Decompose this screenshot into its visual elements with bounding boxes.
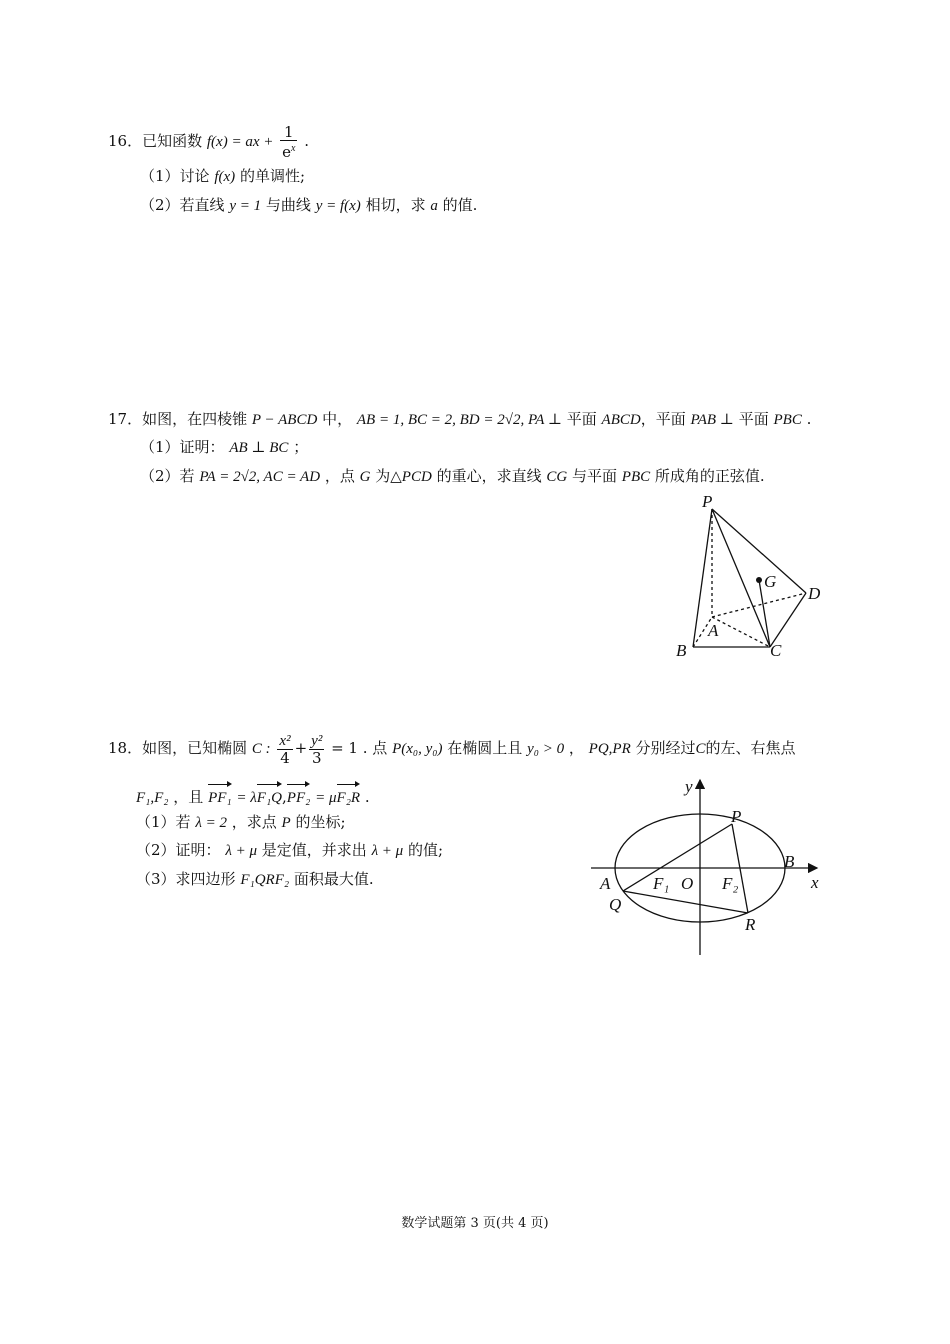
q16-part2-mid: 与曲线	[265, 196, 311, 214]
q18-c-name: C	[695, 741, 706, 757]
q18-part1-expr: λ = 2	[195, 815, 227, 831]
q17-part2-pcd: PCD	[401, 469, 432, 485]
q16-part2-tail: 的值.	[442, 196, 478, 214]
label-a: A	[708, 621, 719, 640]
edge-pc	[712, 509, 770, 647]
q18-x2: x²	[279, 732, 291, 749]
q18-part2-mid: 是定值，并求出	[261, 841, 367, 859]
q18-part3-prefix: （3）求四边形	[136, 870, 236, 888]
edge-ac-hidden	[712, 617, 770, 647]
q18-chords: PQ,PR	[588, 741, 631, 757]
q18-number: 18．	[108, 739, 143, 757]
q17-end: .	[806, 410, 812, 428]
q16-part1-prefix: （1）讨论	[140, 167, 210, 185]
q18-three: 3	[311, 748, 322, 767]
q18-stem-mid4: 分别经过	[635, 739, 696, 757]
q18-foci: F₁,F₂	[136, 790, 169, 806]
q16-number: 16．	[108, 132, 143, 150]
q18-part2-expr: λ + μ	[225, 843, 257, 859]
q18-eq1: = 1	[331, 739, 358, 757]
q18-part3-tail: 面积最大值.	[293, 870, 374, 888]
q17-pyramid-figure	[660, 490, 840, 665]
label-f2: F₂	[722, 874, 739, 893]
label-g: G	[764, 572, 777, 591]
q18-line2	[136, 782, 370, 808]
segment-qr	[623, 891, 748, 913]
q16-part1-func: f(x)	[214, 169, 236, 185]
q17-number: 17．	[108, 410, 143, 428]
q18-part2-expr2: λ + μ	[371, 843, 404, 859]
label-f1: F₁	[653, 874, 670, 893]
q18-frac-y	[309, 733, 324, 766]
q18-part1-prefix: （1）若	[136, 813, 191, 831]
q18-part2-tail: 的值;	[408, 841, 444, 859]
q17-part1-prefix: （1）证明：	[140, 438, 225, 456]
q17-pyramid: P − ABCD	[251, 412, 318, 428]
q17-part1-expr: AB ⊥ BC	[229, 440, 289, 456]
q17-conditions: AB = 1, BC = 2, BD = 2√2, PA ⊥	[356, 412, 562, 428]
q16-func-lhs: f(x) = ax +	[206, 134, 274, 150]
label-d: D	[808, 584, 821, 603]
q16-part1	[140, 166, 305, 187]
page-footer: 数学试题第 3 页(共 4 页)	[401, 1216, 549, 1231]
edge-cd	[770, 593, 806, 647]
q16-part2-prefix: （2）若直线	[140, 196, 225, 214]
q18-ellipse-name: C :	[251, 741, 271, 757]
q18-part3	[136, 869, 374, 890]
label-o: O	[681, 874, 694, 893]
point-g	[756, 577, 762, 583]
q17-part2-mid2: 为△	[375, 467, 402, 485]
q17-part2-mid3: 的重心，求直线	[436, 467, 542, 485]
q18-part1-mid: ，求点	[231, 813, 277, 831]
q18-plus: +	[294, 739, 308, 757]
q16-fraction	[280, 124, 297, 160]
q18-part2	[136, 840, 443, 861]
q16-frac-num: 1	[280, 124, 297, 141]
q18-stem-mid: . 点	[362, 739, 388, 757]
q17-part2-expr: PA = 2√2, AC = AD	[199, 469, 321, 485]
label-a: A	[600, 874, 611, 893]
q18-part3-expr: F₁QRF₂	[240, 872, 290, 888]
q17-pab: PAB ⊥	[690, 412, 734, 428]
q18-ellipse-figure	[585, 770, 850, 960]
label-x: x	[811, 873, 819, 892]
label-y: y	[685, 777, 693, 796]
q18-vec-pf2: PF₂	[287, 782, 311, 808]
q17-part2-prefix: （2）若	[140, 467, 195, 485]
q16-part2	[140, 195, 477, 216]
q16-frac-den-exp: x	[291, 143, 296, 154]
q17-plane-word: 平面	[566, 410, 597, 428]
q17-part1	[140, 437, 308, 458]
q17-stem	[108, 409, 811, 430]
q18-y2: y²	[311, 732, 323, 749]
q16-frac-den-base: e	[282, 143, 292, 161]
q18-stem-tail: 的左、右焦点	[705, 739, 796, 757]
q18-eq-lambda: = λ	[236, 790, 257, 806]
q18-part1-tail: 的坐标;	[295, 813, 346, 831]
q17-plane-abcd: ABCD	[601, 412, 641, 428]
q18-stem	[108, 730, 796, 767]
q17-part2	[140, 466, 765, 487]
q18-point-p: P(x₀, y₀)	[392, 741, 443, 757]
q18-stem-prefix: 如图，已知椭圆	[142, 739, 248, 757]
q18-part2-prefix: （2）证明：	[136, 841, 221, 859]
q18-comma: ,	[282, 788, 287, 806]
label-c: C	[770, 641, 782, 660]
segment-pq	[623, 824, 732, 891]
q16-frac-den	[280, 141, 297, 160]
q18-vec-f2r: F₂R	[337, 782, 361, 808]
label-r: R	[745, 915, 756, 934]
q18-line2-mid: ，且	[173, 788, 204, 806]
q16-part2-var: a	[430, 198, 438, 214]
label-b: B	[676, 641, 687, 660]
q17-stem-prefix: 如图，在四棱锥	[142, 410, 248, 428]
label-p: P	[731, 807, 742, 826]
q18-vec-pf1: PF₁	[208, 782, 232, 808]
q17-part1-tail: ；	[293, 438, 309, 456]
q18-vec-f1q: F₁Q	[257, 782, 282, 808]
q18-cond: y₀ > 0	[527, 741, 565, 757]
q18-part1-p: P	[281, 815, 291, 831]
q16-part2-mid2: 相切，求	[365, 196, 426, 214]
q17-comma: ，平面	[640, 410, 686, 428]
label-b: B	[784, 852, 795, 871]
q17-part2-g: G	[359, 469, 371, 485]
q17-part2-mid: ，点	[324, 467, 355, 485]
q17-pbc: PBC	[773, 412, 802, 428]
q16-end: .	[304, 132, 310, 150]
q18-stem-mid2: 在椭圆上且	[447, 739, 523, 757]
q17-stem-mid: 中，	[322, 410, 353, 428]
q18-line2-end: .	[364, 788, 370, 806]
q16-part2-line: y = 1	[229, 198, 262, 214]
q17-part2-cg: CG	[546, 469, 568, 485]
q16-part2-curve: y = f(x)	[315, 198, 361, 214]
q16-stem	[108, 124, 309, 160]
label-p: P	[702, 492, 713, 511]
label-q: Q	[609, 895, 622, 914]
q17-part2-pbc: PBC	[621, 469, 651, 485]
q16-stem-prefix: 已知函数	[142, 132, 203, 150]
q17-part2-mid4: 与平面	[572, 467, 618, 485]
q18-four: 4	[280, 748, 290, 767]
q17-part2-tail: 所成角的正弦值.	[654, 467, 765, 485]
q18-eq-mu: = μ	[315, 790, 337, 806]
q18-part1	[136, 812, 346, 833]
q17-plane-word2: 平面	[738, 410, 769, 428]
q18-frac-x	[277, 733, 292, 766]
q18-stem-mid3: ，	[568, 739, 584, 757]
q16-part1-tail: 的单调性;	[239, 167, 305, 185]
